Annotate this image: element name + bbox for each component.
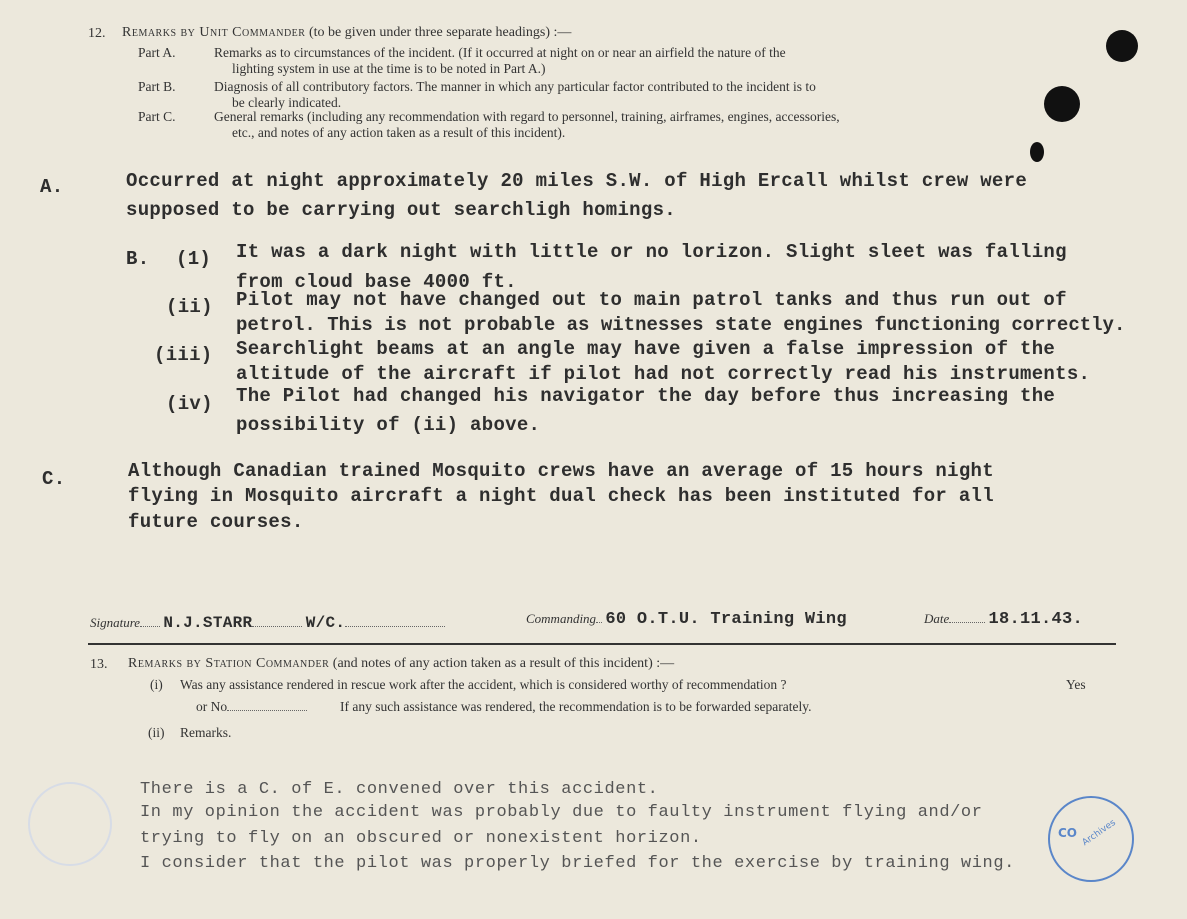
section-13-heading-note: (and notes of any action taken as a result of this incident) :— <box>332 656 675 671</box>
section-12-heading-note: (to be given under three separate headings) :— <box>308 25 572 40</box>
question-1-or-no-label: or No <box>196 699 228 714</box>
remark-a-label: A. <box>40 176 64 198</box>
part-c-line1: General remarks (including any recommendation with regard to personnel, training, airframes, engines, accessories, <box>214 109 840 124</box>
faint-stamp-impression <box>28 782 112 866</box>
remark-a-line1: Occurred at night approximately 20 miles S.W. of High Ercall whilst crew were <box>126 170 1028 192</box>
part-a-line1: Remarks as to circumstances of the incident. (If it occurred at night on or near an airfield the nature of the <box>214 45 786 60</box>
question-2-num: (ii) <box>148 725 165 740</box>
remark-b-item2-line2: petrol. This is not probable as witnesses state engines functioning correctly. <box>236 314 1126 336</box>
station-remark-line3: trying to fly on an obscured or nonexistent horizon. <box>140 829 702 848</box>
station-remark-line2: In my opinion the accident was probably due to faulty instrument flying and/or <box>140 803 983 822</box>
station-remark-line1: There is a C. of E. convened over this accident. <box>140 780 659 799</box>
remark-b-item4-num: (iv) <box>166 393 213 415</box>
section-divider <box>88 643 1116 645</box>
section-13-heading <box>128 656 674 672</box>
part-b-line2: be clearly indicated. <box>232 95 342 110</box>
archives-stamp-top-text: CO <box>1058 826 1078 840</box>
question-1-or-no <box>196 699 307 715</box>
part-c-label: Part C. <box>138 109 176 124</box>
remark-b-label: B. <box>126 248 150 270</box>
remark-b-item2-line1: Pilot may not have changed out to main patrol tanks and thus run out of <box>236 289 1067 311</box>
punch-hole-middle <box>1044 86 1080 122</box>
remark-b-item3-line1: Searchlight beams at an angle may have given a false impression of the <box>236 338 1056 360</box>
remark-b-item1-num: (1) <box>176 248 212 270</box>
remark-b-item4-line1: The Pilot had changed his navigator the day before thus increasing the <box>236 385 1056 407</box>
part-b-line1: Diagnosis of all contributory factors. The manner in which any particular factor contributed to the incident is to <box>214 79 816 94</box>
punch-hole-top <box>1106 30 1138 62</box>
date-row <box>924 610 1083 629</box>
punch-hole-small <box>1030 142 1044 162</box>
signature-label: Signature <box>90 615 141 630</box>
remark-b-item3-num: (iii) <box>154 344 213 366</box>
remark-b-item1-line2: from cloud base 4000 ft. <box>236 271 517 293</box>
section-12-number: 12. <box>88 26 106 41</box>
remark-c-label: C. <box>42 468 66 490</box>
commanding-row <box>526 610 847 629</box>
signature-row <box>90 614 445 632</box>
question-1-text: Was any assistance rendered in rescue work after the accident, which is considered worthy of recommendation ? <box>180 677 787 692</box>
question-1-num: (i) <box>150 677 163 692</box>
part-a-label: Part A. <box>138 45 176 60</box>
section-13-heading-title: Remarks by Station Commander <box>128 656 330 671</box>
remark-b-item1-line1: It was a dark night with little or no lorizon. Slight sleet was falling <box>236 241 1067 263</box>
remark-b-item3-line2: altitude of the aircraft if pilot had not correctly read his instruments. <box>236 363 1091 385</box>
rank-value: W/C. <box>305 614 346 632</box>
question-1-note: If any such assistance was rendered, the recommendation is to be forwarded separately. <box>340 699 812 714</box>
section-12-heading-title: Remarks by Unit Commander <box>122 25 306 40</box>
commanding-value: 60 O.T.U. Training Wing <box>605 610 847 629</box>
archives-stamp <box>1048 796 1134 882</box>
remark-a-line2: supposed to be carrying out searchligh homings. <box>126 199 676 221</box>
remark-c-line2: flying in Mosquito aircraft a night dual check has been instituted for all <box>128 485 994 507</box>
section-12-heading <box>122 25 571 41</box>
date-label: Date <box>924 611 950 626</box>
section-13-number: 13. <box>90 657 108 672</box>
remark-b-item2-num: (ii) <box>166 296 213 318</box>
remark-b-item4-line2: possibility of (ii) above. <box>236 414 541 436</box>
signature-value: N.J.STARR <box>163 614 253 632</box>
part-c-line2: etc., and notes of any action taken as a result of this incident). <box>232 125 566 140</box>
part-a-line2: lighting system in use at the time is to be noted in Part A.) <box>232 61 546 76</box>
question-1-answer-yes: Yes <box>1066 677 1086 692</box>
remark-c-line3: future courses. <box>128 511 304 533</box>
commanding-label: Commanding <box>526 611 597 626</box>
date-value: 18.11.43. <box>988 610 1084 629</box>
remark-c-line1: Although Canadian trained Mosquito crews have an average of 15 hours night <box>128 460 994 482</box>
archives-stamp-mid-text: Archives <box>1080 817 1118 849</box>
part-b-label: Part B. <box>138 79 176 94</box>
station-remark-line4: I consider that the pilot was properly briefed for the exercise by training wing. <box>140 854 1015 873</box>
question-2-label: Remarks. <box>180 725 232 740</box>
